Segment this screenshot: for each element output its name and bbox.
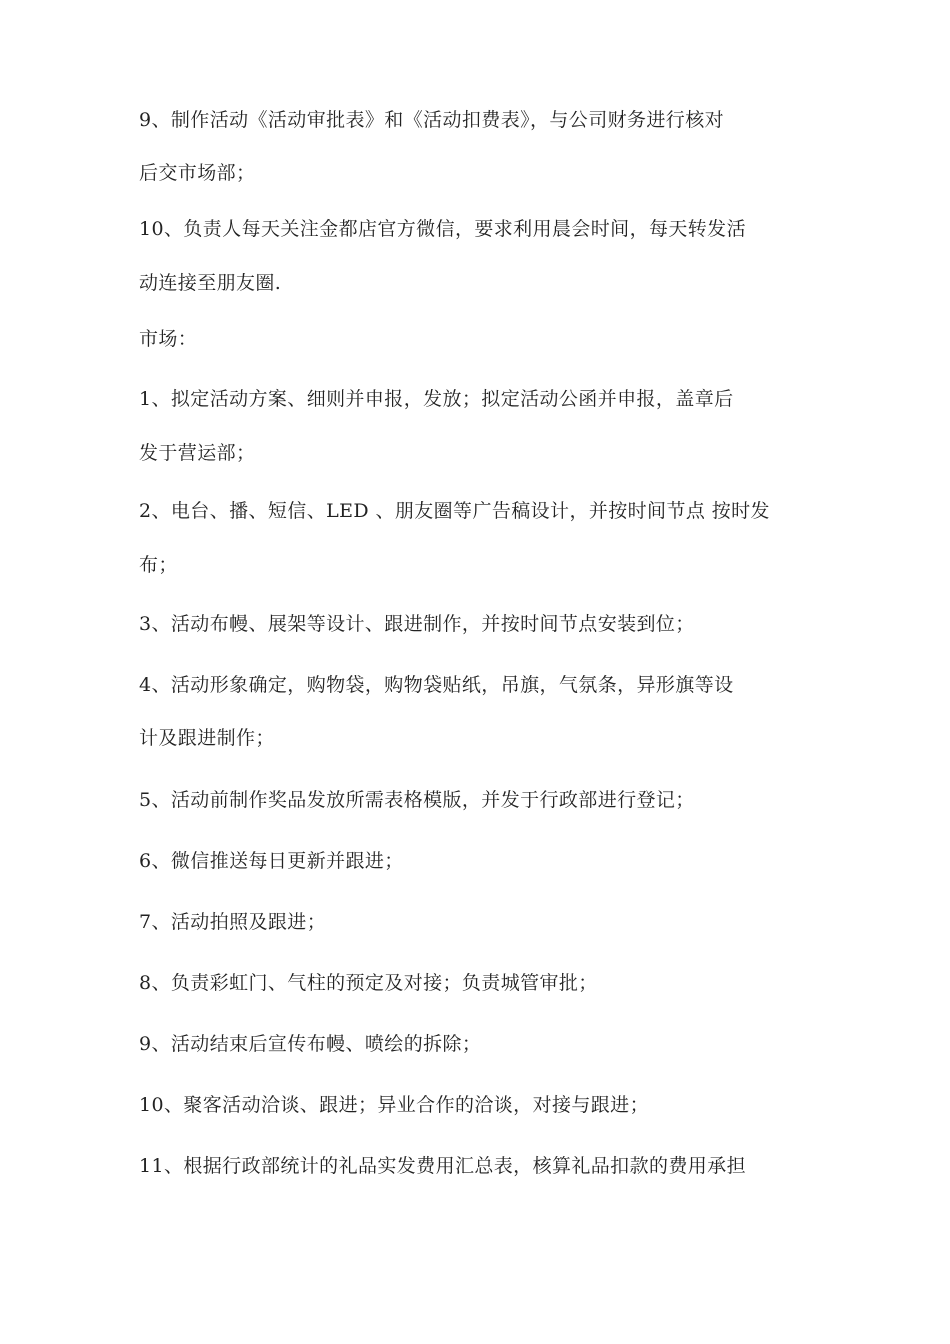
text-line: 布； [139, 554, 178, 576]
text-line: 3、活动布幔、展架等设计、跟进制作，并按时间节点安装到位； [139, 613, 695, 635]
text-line: 6、微信推送每日更新并跟进； [139, 850, 404, 872]
text-line: 9、制作活动《活动审批表》和《活动扣费表》，与公司财务进行核对 [139, 109, 724, 131]
text-line: 计及跟进制作； [139, 727, 275, 749]
text-line: 9、活动结束后宣传布幔、喷绘的拆除； [139, 1033, 482, 1055]
text-line: 10、聚客活动洽谈、跟进；异业合作的洽谈，对接与跟进； [139, 1094, 649, 1116]
section-heading: 市场： [139, 328, 198, 350]
text-line: 后交市场部； [139, 162, 256, 184]
text-line: 4、活动形象确定，购物袋，购物袋贴纸，吊旗，气氛条，异形旗等设 [139, 674, 734, 696]
text-line: 8、负责彩虹门、气柱的预定及对接；负责城管审批； [139, 972, 598, 994]
text-line: 动连接至朋友圈. [139, 272, 282, 294]
text-line: 2、电台、播、短信、LED 、朋友圈等广告稿设计，并按时间节点 按时发 [139, 500, 770, 522]
text-line: 7、活动拍照及跟进； [139, 911, 327, 933]
text-line: 10、负责人每天关注金都店官方微信，要求利用晨会时间，每天转发活 [139, 218, 746, 240]
text-line: 发于营运部； [139, 442, 256, 464]
text-line: 11、根据行政部统计的礼品实发费用汇总表，核算礼品扣款的费用承担 [139, 1155, 746, 1177]
text-line: 5、活动前制作奖品发放所需表格模版，并发于行政部进行登记； [139, 789, 695, 811]
text-line: 1、拟定活动方案、细则并申报，发放；拟定活动公函并申报，盖章后 [139, 388, 734, 410]
